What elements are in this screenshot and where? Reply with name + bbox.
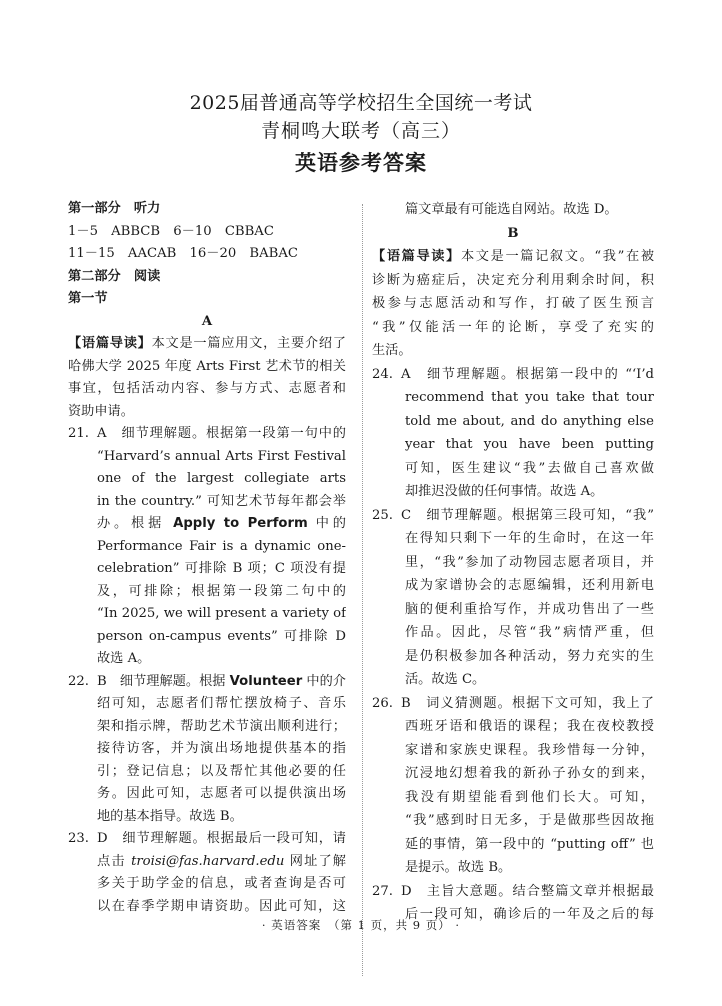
answer-line <box>372 504 654 528</box>
answer-line <box>372 786 654 810</box>
answer-line <box>68 716 346 739</box>
intro-text: 本文是一篇记叙文。“我”在被 <box>460 249 654 264</box>
question-number: 26. <box>372 695 393 711</box>
question-number: 22. <box>68 673 89 689</box>
answer-line <box>68 738 346 761</box>
answer-line <box>372 668 654 692</box>
answer-text: “In 2025, we will present a variety of <box>97 606 346 621</box>
answer-line <box>372 574 654 598</box>
intro-text: 资助申请。 <box>68 403 134 419</box>
answer-text: A 细节理解题。根据第一段中的 “‘I’d <box>401 366 654 382</box>
intro-text: 哈佛大学 2025 年度 Arts First 艺术节的相关 <box>68 358 346 374</box>
answer-text: 后一段可知，确诊后的一年及之后的每 <box>405 907 654 922</box>
answer-text: 成为家谱协会的志愿编辑，还利用新电 <box>405 578 654 593</box>
answer-line <box>68 603 346 626</box>
question-number: 21. <box>68 426 89 441</box>
left-column <box>68 198 346 918</box>
answer-line <box>68 873 346 896</box>
answer-line <box>372 621 654 645</box>
answer-text: 是提示。故选 B。 <box>405 860 512 875</box>
question-number: 25. <box>372 507 393 523</box>
passage-intro-line <box>68 333 346 356</box>
answer-text: “我”感到时日无多，于是做那些因故拖 <box>405 813 654 828</box>
text-line: 篇文章最有可能选自网站。故选 D。 <box>405 202 618 217</box>
answer-text: 故选 A。 <box>97 651 151 666</box>
answer-text: 沉浸地幻想着我的新孙子孙女的到来， <box>405 766 654 781</box>
answer-text: 家谱和家族史课程。我珍惜每一分钟， <box>405 742 654 758</box>
answer-text: recommend that you take that tour <box>405 390 654 405</box>
answer-line <box>372 433 654 457</box>
answer-text: 中的介 <box>302 673 346 689</box>
intro-text: 事宜，包括活动内容、参与方式、志愿者和 <box>68 381 346 396</box>
answer-line <box>68 783 346 806</box>
text-line: 1－5 ABBCB 6－10 CBBAC <box>68 223 274 239</box>
passage-label: A <box>201 313 213 329</box>
intro-tag: 【语篇导读】 <box>372 249 461 264</box>
answer-line <box>372 856 654 880</box>
answer-line <box>68 491 346 514</box>
intro-text: 极参与志愿活动和写作，打破了医生预言 <box>372 296 654 311</box>
intro-text: 诊断为癌症后，决定充分利用剩余时间，积 <box>372 272 654 288</box>
answer-text: 西班牙语和俄语的课程；我在夜校教授 <box>405 719 654 734</box>
answer-text: D 主旨大意题。结合整篇文章并根据最 <box>401 883 654 899</box>
answer-text: 是仍积极参加各种活动，努力充实的生 <box>405 648 654 664</box>
passage-intro-line <box>372 245 654 269</box>
answer-line <box>68 558 346 581</box>
answer-text: 点击 <box>97 853 132 869</box>
answer-line <box>68 626 346 649</box>
answer-text: 中的 <box>315 516 346 531</box>
answer-text: in the country.” 可知艺术节每年都会举 <box>97 493 346 509</box>
answer-line <box>68 513 346 536</box>
answer-line <box>372 715 654 739</box>
answer-text: 绍可知，志愿者们帮忙摆放椅子、音乐 <box>97 696 346 711</box>
answer-line <box>68 761 346 784</box>
answer-text: 延的事情，第一段中的 “putting off” 也 <box>405 836 654 852</box>
answer-text: D 细节理解题。根据最后一段可知，请 <box>97 831 346 846</box>
section-heading: 第二部分 阅读 <box>68 268 161 284</box>
answer-line <box>68 648 346 671</box>
answer-text: A 细节理解题。根据第一段第一句中的 <box>97 426 346 441</box>
answer-text: 里，“我”参加了动物园志愿者项目，并 <box>405 554 654 570</box>
exam-title: 2025届普通高等学校招生全国统一考试 <box>189 92 533 114</box>
answer-text: 引；登记信息；以及帮忙其他必要的任 <box>97 763 346 779</box>
answer-text: 网址了解 <box>289 853 346 869</box>
answer-line <box>372 809 654 833</box>
answer-text: celebration” 可排除 B 项；C 项没有提 <box>97 561 346 576</box>
answer-text: 在得知只剩下一年的生命时，在这一年 <box>405 531 654 546</box>
document-title: 英语参考答案 <box>295 151 427 175</box>
answer-line <box>372 386 654 410</box>
passage-intro-line <box>372 269 654 293</box>
answer-line <box>372 762 654 786</box>
answer-text: told me about, and do anything else <box>405 413 654 429</box>
answer-line <box>68 468 346 491</box>
answer-text: 办。根据 <box>97 516 174 531</box>
answer-text: 多关于助学金的信息，或者查询是否可 <box>97 876 346 891</box>
passage-intro-line <box>68 356 346 379</box>
answer-line <box>68 536 346 559</box>
answer-text: 架和指示牌，帮助艺术节演出顺利进行； <box>97 718 346 734</box>
answer-text: 务。因此可知，志愿者可以提供演出场 <box>97 786 346 801</box>
answer-line <box>68 806 346 829</box>
answer-text: 地的基本指导。故选 B。 <box>97 808 243 824</box>
answer-line <box>372 739 654 763</box>
answer-line <box>372 645 654 669</box>
passage-intro-line <box>372 316 654 340</box>
answer-text: 活。故选 C。 <box>405 672 486 687</box>
passage-intro-line <box>68 401 346 424</box>
section-heading: 第一部分 听力 <box>68 201 161 216</box>
answer-text: B 词义猜测题。根据下文可知，我上了 <box>401 695 654 711</box>
answer-text: “Harvard’s annual Arts First Festival <box>97 448 346 464</box>
answer-line <box>372 457 654 481</box>
answer-line <box>372 692 654 716</box>
intro-text: “我”仅能活一年的论断，享受了充实的 <box>372 319 654 335</box>
question-number: 23. <box>68 831 89 846</box>
intro-text: 本文是一篇应用文，主要介绍了 <box>151 336 346 351</box>
text-line: 11－15 AACAB 16－20 BABAC <box>68 246 298 261</box>
answer-text: B 细节理解题。根据 <box>97 673 230 689</box>
answer-line <box>68 828 346 851</box>
page-footer: · 英语答案 （第 1 页，共 9 页） · <box>261 918 461 932</box>
answer-text: 却推迟没做的任何事情。故选 A。 <box>405 484 604 499</box>
answer-line <box>372 480 654 504</box>
answer-text: year that you have been putting <box>405 437 654 452</box>
question-number: 24. <box>372 366 393 382</box>
answer-text: Performance Fair is a dynamic one- <box>97 538 346 554</box>
answer-line <box>372 363 654 387</box>
answer-line <box>372 880 654 904</box>
answer-line <box>68 446 346 469</box>
answer-text: 我没有期望能看到他们长大。可知， <box>405 789 654 805</box>
answer-line <box>68 896 346 919</box>
answer-text: 脑的便利重拾写作，并成功售出了一些 <box>405 601 654 617</box>
exam-subtitle: 青桐鸣大联考（高三） <box>260 120 461 142</box>
answer-text: C 细节理解题。根据第三段可知，“我” <box>401 507 654 523</box>
answer-text: 作品。因此，尽管“我”病情严重，但 <box>405 625 654 640</box>
answer-line <box>372 410 654 434</box>
answer-line <box>68 851 346 874</box>
passage-intro-line <box>372 339 654 363</box>
passage-intro-line <box>68 378 346 401</box>
passage-label: B <box>507 225 519 241</box>
answer-line <box>68 423 346 446</box>
answer-line <box>68 671 346 694</box>
section-heading: 第一节 <box>68 291 108 306</box>
bold-keyword: Volunteer <box>229 673 303 689</box>
bold-keyword: Apply to Perform <box>173 516 308 531</box>
answer-line <box>372 527 654 551</box>
answer-line <box>68 693 346 716</box>
intro-tag: 【语篇导读】 <box>68 336 152 351</box>
answer-text: person on-campus events” 可排除 D <box>97 628 346 644</box>
answer-line <box>372 833 654 857</box>
question-number: 27. <box>372 883 393 899</box>
email-address: troisi@fas.harvard.edu <box>131 853 285 869</box>
answer-text: 可知，医生建议“我”去做自己喜欢做 <box>405 460 654 476</box>
answer-text: one of the largest collegiate arts <box>97 471 346 486</box>
column-divider <box>362 204 363 976</box>
answer-line <box>372 598 654 622</box>
answer-line <box>68 581 346 604</box>
intro-text: 生活。 <box>372 343 412 358</box>
answer-text: 以在春季学期申请资助。因此可知，这 <box>97 898 346 914</box>
answer-text: 及，可排除；根据第一段第二句中的 <box>97 583 346 599</box>
right-column <box>372 198 654 927</box>
passage-intro-line <box>372 292 654 316</box>
answer-text: 接待访客，并为演出场地提供基本的指 <box>97 741 346 756</box>
answer-line <box>372 551 654 575</box>
